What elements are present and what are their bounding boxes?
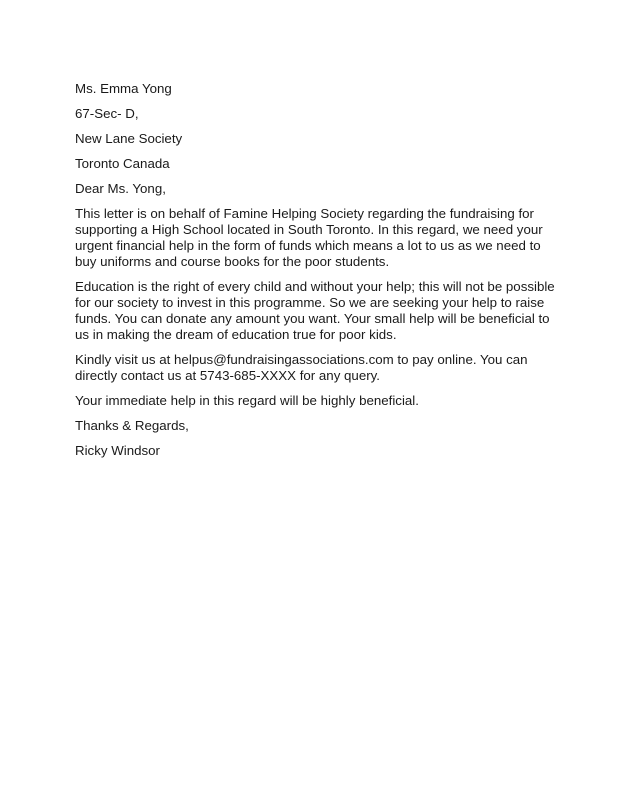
recipient-address-line-3: Toronto Canada	[75, 156, 170, 171]
letter-body	[75, 81, 565, 468]
recipient-name: Ms. Emma Yong	[75, 81, 172, 96]
paragraph-appeal: Your immediate help in this regard will be highly beneficial.	[75, 393, 419, 408]
paragraph-contact: Kindly visit us at helpus@fundraisingassociations.com to pay online. You can directly contact us at 5743-685-XXXX for any query.	[75, 352, 528, 383]
paragraph-intro: This letter is on behalf of Famine Helping Society regarding the fundraising for supporting a High School located in South Toronto. In this regard, we need your urgent financial help in the form of funds which means a lot to us as we need to buy uniforms and course books for the poor students.	[75, 206, 543, 269]
recipient-address-line-1: 67-Sec- D,	[75, 106, 139, 121]
closing: Thanks & Regards,	[75, 418, 189, 433]
signature-name: Ricky Windsor	[75, 443, 160, 458]
paragraph-education: Education is the right of every child and without your help; this will not be possible for our society to invest in this programme. So we are seeking your help to raise funds. You can donate any amount you want. Your small help will be beneficial to us in making the dream of education true for poor kids.	[75, 279, 555, 342]
recipient-address-line-2: New Lane Society	[75, 131, 183, 146]
salutation: Dear Ms. Yong,	[75, 181, 166, 196]
